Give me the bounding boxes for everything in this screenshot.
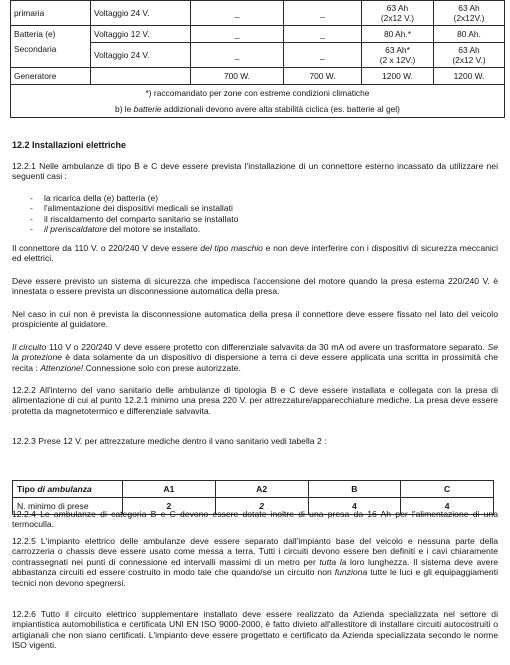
- battery-table: [10, 0, 505, 118]
- table-note-row: [11, 101, 505, 118]
- cell-dash: _: [284, 26, 362, 43]
- row-label: Batteria (e): [11, 26, 91, 43]
- table-row: [11, 1, 505, 26]
- header-cell: C: [401, 481, 494, 498]
- list-item: - il riscaldamento del comparto sanitario se installato: [30, 213, 239, 224]
- header-cell: A1: [123, 481, 216, 498]
- cell-value: 1200 W.: [434, 68, 505, 85]
- cell-value: 63 Ah (2x12 V.): [434, 43, 505, 68]
- row-desc: Voltaggio 12 V.: [91, 26, 191, 43]
- paragraph-12-2-5: 12.2.5 L'impianto elettrico delle ambulanze deve essere separato dall'impianto base del veicolo e nessuna parte della carrozzeria o chassis deve essere usato come messa a terra. Tutti i circuiti devono essere ben definiti e i cavi chiaramente contrassegnati nei punti di connessione ed intervalli massimi di un metro per tutta la loro lunghezza. Il sistema deve avere abbastanza circuiti ed essere costruito in modo tale che quando/se un circuito non funziona tutte le luci e gli equipaggiamenti tecnici non devono spegnersi.: [12, 536, 498, 588]
- cell-value: 2: [123, 498, 216, 515]
- cell-value: 700 W.: [284, 68, 362, 85]
- list-item: - la ricarica della (e) batteria (e): [30, 193, 159, 203]
- table-header-row: [13, 481, 494, 498]
- cell-dash: _: [191, 26, 284, 43]
- row-desc: Voltaggio 24 V.: [91, 1, 191, 26]
- cell-dash: _: [191, 43, 284, 68]
- cell-value: 4: [308, 498, 401, 515]
- cell-dash: _: [284, 43, 362, 68]
- note-a: *) raccomandato per zone con estreme condizioni climatiche: [11, 85, 505, 102]
- list-item: - il preriscaldatore del motore se installato.: [30, 224, 201, 235]
- cell-value: 2: [215, 498, 308, 515]
- row-label: Generatore: [11, 68, 91, 85]
- header-cell: B: [308, 481, 401, 498]
- row-desc: Voltaggio 24 V.: [91, 43, 191, 68]
- cell-value: 63 Ah (2x12 V.): [362, 1, 434, 26]
- cell-value: 700 W.: [191, 68, 284, 85]
- cell-value: 63 Ah* (2 x 12V.): [362, 43, 434, 68]
- cell-value: 4: [401, 498, 494, 515]
- paragraph-12-2-4: 12.2.4 Le ambulanze di categoria B e C devono essere dotate inoltre di una presa da 16 Ah per l'alimentazione di una termoculla.: [12, 509, 498, 530]
- row-label: Secondaria: [11, 43, 91, 68]
- note-b: b) le batterie addizionali devono avere alta stabilità ciclica (es. batterie al gel): [11, 101, 505, 118]
- paragraph-12-2-6: 12.2.6 Tutto il circuito elettrico supplementare installato deve essere realizzato da Azienda specializzata nel settore di impiantistica automobilistica e certificata UNI EN ISO 9000-2000, è fatto divieto all'allestitore di installare circuiti autocostruiti o artigianali che non siano certificati. L'impianto deve essere progettato e certificato da Azienda specializzata secondo le norme ISO vigenti.: [12, 609, 498, 651]
- cell-value: 1200 W.: [362, 68, 434, 85]
- table-note-row: [11, 85, 505, 102]
- paragraph-disconnection: Nel caso in cui non è prevista la disconnessione automatica della presa il connettore deve essere fissato nel lato del veicolo prospiciente al guidatore.: [12, 309, 498, 330]
- paragraph-12-2-1: 12.2.1 Nelle ambulanze di tipo B e C deve essere prevista l'installazione di un connettore esterno incassato da utilizzare nei seguenti casi :: [12, 161, 498, 182]
- table-row: [11, 43, 505, 68]
- cell-dash: _: [191, 1, 284, 26]
- cell-value: 80 Ah.*: [362, 26, 434, 43]
- paragraph-connector: Il connettore da 110 V. o 220/240 V deve essere del tipo maschio e non deve interferire con i dispositivi di sicurezza meccanici ed elettrici.: [12, 243, 498, 264]
- cell-dash: _: [284, 1, 362, 26]
- paragraph-12-2-2: 12.2.2 All'interno del vano sanitario delle ambulanze di tipologia B e C deve essere installata e collegata con la presa di alimentazione di cui al punto 12.2.1 minimo una presa 220 V. per attrezzature/apparecchiature mediche. La presa deve essere protetta da magnetotermico e differenziale salvavita.: [12, 385, 498, 416]
- list-item: - l'alimentazione dei dispositivi medicali se installati: [30, 203, 233, 214]
- row-desc: [91, 68, 191, 85]
- paragraph-safety: Deve essere previsto un sistema di sicurezza che impedisca l'accensione del motore quando la presa esterna 220/240 V. è innestata o essere prevista un disconnessione automatica della presa.: [12, 276, 498, 297]
- table-row: [11, 68, 505, 85]
- header-type: Tipo di ambulanza: [13, 481, 123, 498]
- row-label: N. minimo di prese: [13, 498, 123, 515]
- row-label: primaria: [11, 1, 91, 26]
- uses-list: [30, 193, 490, 235]
- cell-value: 63 Ah (2x12V.): [434, 1, 505, 26]
- table-row: [11, 26, 505, 43]
- paragraph-12-2-3: 12.2.3 Prese 12 V. per attrezzature mediche dentro il vano sanitario vedi tabella 2 :: [12, 436, 327, 446]
- cell-value: 80 Ah.: [434, 26, 505, 43]
- section-title: 12.2 Installazioni elettriche: [12, 140, 127, 150]
- header-cell: A2: [215, 481, 308, 498]
- paragraph-circuit: Il circuito 110 V o 220/240 V deve essere protetto con differenziale salvavita da 30 mA od avere un trasformatore separato. Se la protezione è data solamente da un dispositivo di dispersione a terra ci deve essere applicata una scritta in prossimità che recita : Attenzione! Connessione solo con prese autorizzate.: [12, 342, 499, 373]
